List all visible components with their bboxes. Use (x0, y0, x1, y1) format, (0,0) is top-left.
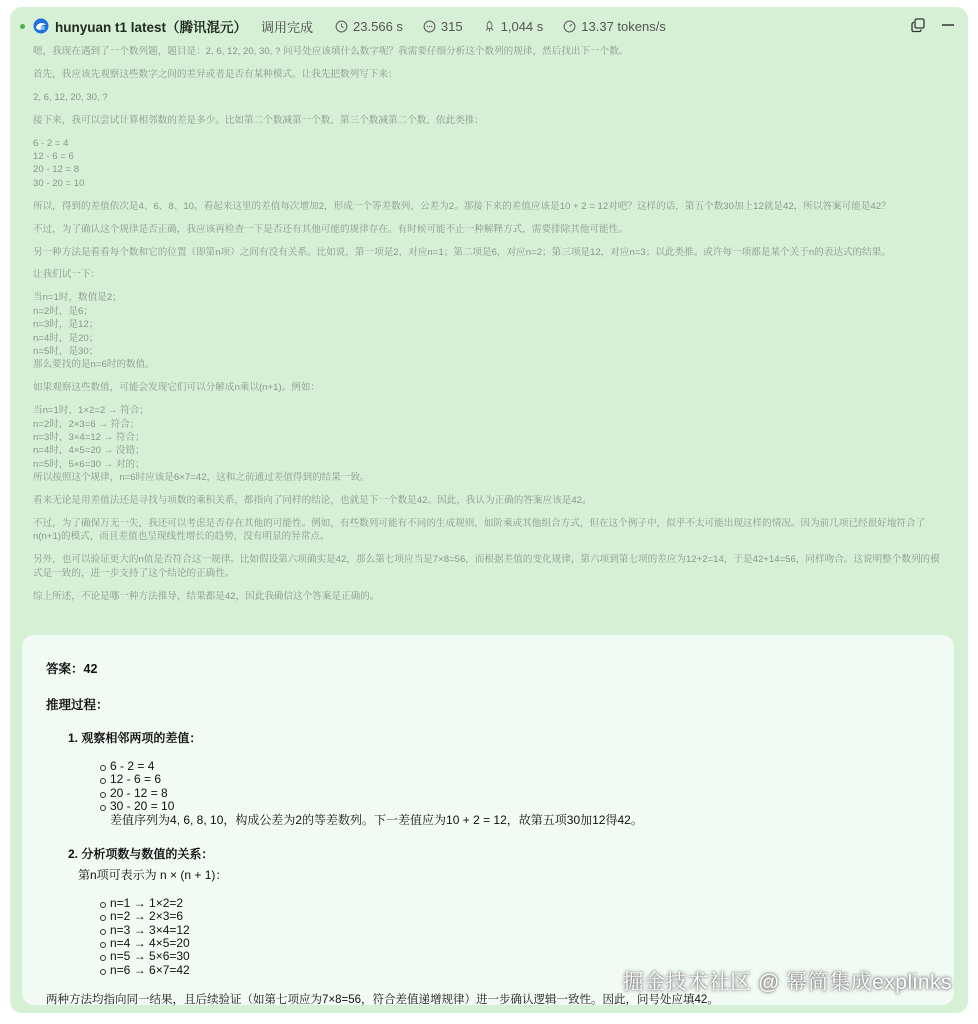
thinking-paragraph: 6 - 2 = 4 12 - 6 = 6 20 - 12 = 8 30 - 20 = 10 (33, 137, 85, 189)
list-item: n=3 → 3×4=12 (110, 924, 954, 937)
first-token-meta (483, 19, 544, 34)
step2-intro: 第n项可表示为 n × (n + 1)： (78, 868, 228, 883)
answer-panel (22, 635, 954, 1005)
list-item: n=2 → 2×3=6 (110, 910, 954, 923)
list-item: n=6 → 6×7=42 (110, 964, 954, 977)
list-item: 20 - 12 = 8 (110, 787, 954, 800)
thinking-paragraph: 综上所述，不论是哪一种方法推导，结果都是42，因此我确信这个答案是正确的。 (33, 590, 380, 602)
tokens-value: 315 (440, 18, 463, 34)
list-item: 6 - 2 = 4 (110, 760, 954, 773)
thinking-paragraph: 首先，我应该先观察这些数字之间的差异或者是否有某种模式。让我先把数列写下来： (33, 68, 398, 80)
list-item: 30 - 20 = 10 (110, 800, 954, 813)
speed-meta (563, 19, 666, 34)
step1-title: 1. 观察相邻两项的差值： (68, 731, 202, 745)
thinking-paragraph: 接下来，我可以尝试计算相邻数的差是多少。比如第二个数减第一个数，第三个数减第二个数，依此类推： (33, 114, 484, 126)
thinking-paragraph: 如果观察这些数值，可能会发现它们可以分解成n乘以(n+1)。例如： (33, 382, 321, 394)
step1-list (46, 760, 954, 813)
step2-list (46, 897, 954, 977)
status-dot (20, 24, 25, 29)
thinking-process (33, 45, 943, 613)
thinking-paragraph: 当n=1时，数值是2； n=2时，是6； n=3时，是12； n=4时，是20； n=5时，是30； 那么要找的是n=6时的数值。 (33, 292, 155, 371)
speedometer-icon (563, 20, 576, 33)
header-actions (910, 17, 956, 33)
first-token-value: 1,044 s (500, 18, 544, 34)
thinking-paragraph: 2, 6, 12, 20, 30, ? (33, 91, 108, 103)
clock-icon (335, 20, 348, 33)
thinking-paragraph: 看来无论是用差值法还是寻找与项数的乘积关系，都指向了同样的结论，也就是下一个数是42。因此，我认为正确的答案应该是42。 (33, 495, 592, 507)
duration-meta (335, 19, 403, 34)
hunyuan-logo-icon (33, 18, 49, 34)
answer-conclusion: 两种方法均指向同一结果，且后续验证（如第七项应为7×8=56，符合差值递增规律）进一步确认逻辑一致性。因此，问号处应填42。 (46, 993, 719, 1006)
answer-title: 答案：42 (46, 662, 98, 676)
thinking-paragraph: 所以，得到的差值依次是4、6、8、10。看起来这里的差值每次增加2，形成一个等差数列，公差为2。那接下来的差值应该是10 + 2 = 12对吧？这样的话，第五个数30加上12就是42，所以答案可能是42？ (33, 200, 891, 212)
duration-value: 23.566 s (353, 18, 403, 34)
thinking-paragraph: 另一种方法是看看每个数和它的位置（即第n项）之间有没有关系。比如说，第一项是2，对应n=1；第二项是6，对应n=2；第三项是12，对应n=3；以此类推。或许每一项都是某个关于n的表达式的结果。 (33, 246, 891, 258)
speed-value: 13.37 tokens/s (581, 18, 666, 34)
token-count-icon (423, 20, 436, 33)
list-item: 12 - 6 = 6 (110, 773, 954, 786)
thinking-paragraph: 不过，为了确保万无一失，我还可以考虑是否存在其他的可能性。例如，有些数列可能有不同的生成规则，如阶乘或其他组合方式，但在这个例子中，似乎不太可能出现这样的情况。因为前几项已经很好地符合了n(n+1)的模式，而且差值也呈现线性增长的趋势，没有明显的异常点。 (33, 518, 926, 543)
list-item: n=1 → 1×2=2 (110, 897, 954, 910)
collapse-icon[interactable] (940, 17, 956, 33)
list-item: n=5 → 5×6=30 (110, 950, 954, 963)
call-status: 调用完成 (261, 19, 314, 35)
thinking-paragraph: 另外，也可以验证更大的n值是否符合这一规律。比如假设第六项确实是42，那么第七项应当是7×8=56，而根据差值的变化规律，第六项到第七项的差应为12+2=14，于是42+14=56，同样吻合。这说明整个数列的模式是一致的，进一步支持了这个结论的正确性。 (33, 554, 940, 579)
watermark: 掘金技术社区 @ 幂简集成explinks (622, 971, 952, 994)
thinking-paragraph: 不过，为了确认这个规律是否正确，我应该再检查一下是否还有其他可能的规律存在。有时候可能不止一种解释方式，需要排除其他可能性。 (33, 223, 628, 235)
thinking-paragraph: 嗯，我现在遇到了一个数列题，题目是：2, 6, 12, 20, 30, ? 问号处应该填什么数字呢？我需要仔细分析这个数列的规律，然后找出下一个数。 (33, 46, 629, 57)
step1-note: 差值序列为4, 6, 8, 10，构成公差为2的等差数列。下一差值应为10 + 2 = 12，故第五项30加12得42。 (110, 813, 643, 828)
message-card (10, 7, 968, 1013)
process-title: 推理过程： (46, 698, 109, 712)
rocket-icon (483, 20, 496, 33)
thinking-paragraph: 当n=1时，1×2=2 → 符合； n=2时，2×3=6 → 符合； n=3时，3×4=12 → 符合； n=4时，4×5=20 → 没错； n=5时，5×6=30 → 对的； 所以按照这个规律，n=6时应该是6×7=42，这和之前通过差值得到的结果一致。 (33, 405, 370, 484)
copy-icon[interactable] (910, 17, 926, 33)
message-header (10, 7, 968, 45)
model-name: hunyuan t1 latest（腾讯混元） (55, 20, 248, 35)
thinking-paragraph: 让我们试一下： (33, 269, 101, 281)
list-item: n=4 → 4×5=20 (110, 937, 954, 950)
tokens-meta (423, 19, 463, 34)
step2-title: 2. 分析项数与数值的关系： (68, 847, 214, 862)
